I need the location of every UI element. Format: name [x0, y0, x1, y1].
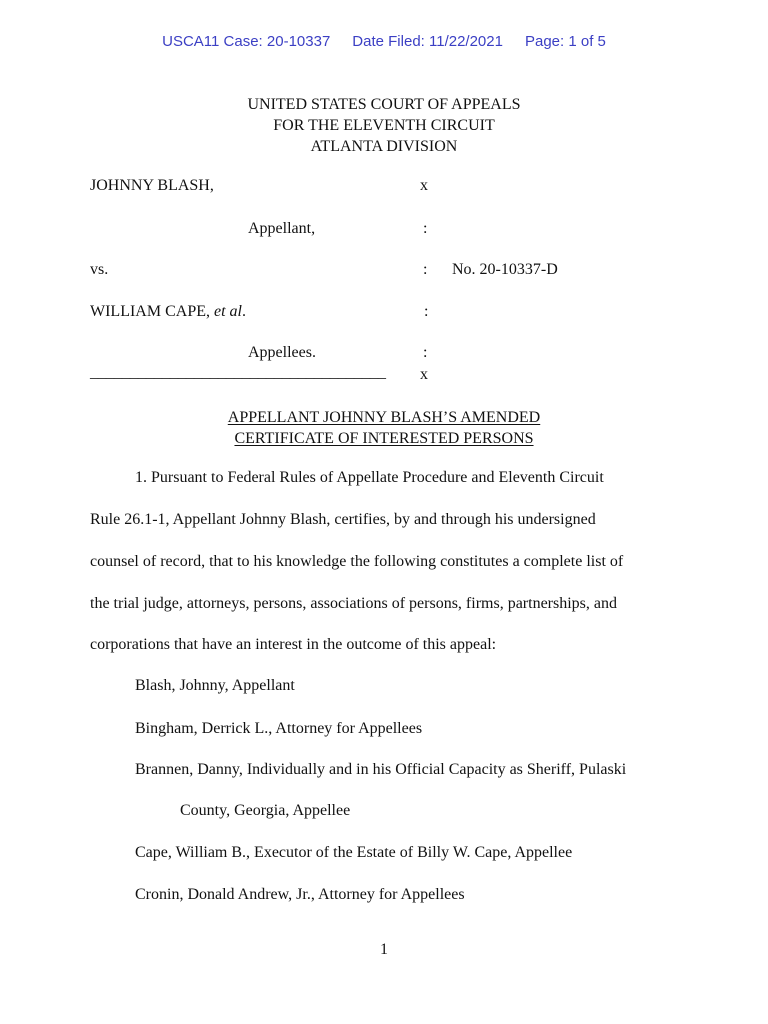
et-al-text: et al [213, 303, 242, 320]
title-line-2: CERTIFICATE OF INTERESTED PERSONS [234, 430, 534, 447]
filing-stamp-header [0, 33, 768, 50]
caption-marker-x-top: x [420, 177, 428, 194]
list-item: Blash, Johnny, Appellant [135, 677, 295, 694]
paragraph-line: 1. Pursuant to Federal Rules of Appellate Procedure and Eleventh Circuit [135, 469, 604, 486]
caption-colon-3: : [424, 303, 429, 320]
list-item: Bingham, Derrick L., Attorney for Appellees [135, 720, 423, 737]
page-number: 1 [380, 941, 388, 958]
caption-colon-4: : [423, 344, 428, 361]
caption-colon-1: : [423, 220, 428, 237]
paragraph-line: counsel of record, that to his knowledge the following constitutes a complete list of [90, 553, 624, 570]
versus-label: vs. [90, 261, 109, 278]
case-number: No. 20-10337-D [452, 261, 558, 278]
appellee-role: Appellees. [248, 344, 316, 361]
appellee-name [90, 303, 246, 321]
appellee-name-text: WILLIAM CAPE, [90, 303, 210, 320]
list-item: Brannen, Danny, Individually and in his Official Capacity as Sheriff, Pulaski [135, 761, 627, 778]
title-line-1: APPELLANT JOHNNY BLASH’S AMENDED [227, 409, 541, 426]
list-item: Cape, William B., Executor of the Estate of Billy W. Cape, Appellee [135, 844, 573, 861]
paragraph-line: the trial judge, attorneys, persons, associations of persons, firms, partnerships, and [90, 595, 617, 612]
case-number-stamp: USCA11 Case: 20-10337 [162, 33, 331, 50]
paragraph-line: Rule 26.1-1, Appellant Johnny Blash, certifies, by and through his undersigned [90, 511, 596, 528]
paragraph-line: corporations that have an interest in the outcome of this appeal: [90, 636, 497, 653]
court-circuit-line: FOR THE ELEVENTH CIRCUIT [273, 117, 495, 134]
court-name-line: UNITED STATES COURT OF APPEALS [247, 96, 521, 113]
caption-bottom-rule: _____________________________________ [90, 364, 386, 381]
list-item: Cronin, Donald Andrew, Jr., Attorney for Appellees [135, 886, 465, 903]
appellant-role: Appellant, [248, 220, 316, 237]
list-item-continuation: County, Georgia, Appellee [180, 802, 351, 819]
appellant-name: JOHNNY BLASH, [90, 177, 214, 194]
caption-marker-x-bottom: x [420, 366, 428, 383]
date-filed-stamp: Date Filed: 11/22/2021 [352, 33, 503, 50]
court-division-line: ATLANTA DIVISION [310, 138, 458, 155]
document-title [0, 407, 768, 449]
appellee-name-period: . [241, 303, 246, 320]
page-count-stamp: Page: 1 of 5 [524, 33, 606, 50]
caption-colon-2: : [423, 261, 428, 278]
court-heading [0, 94, 768, 157]
